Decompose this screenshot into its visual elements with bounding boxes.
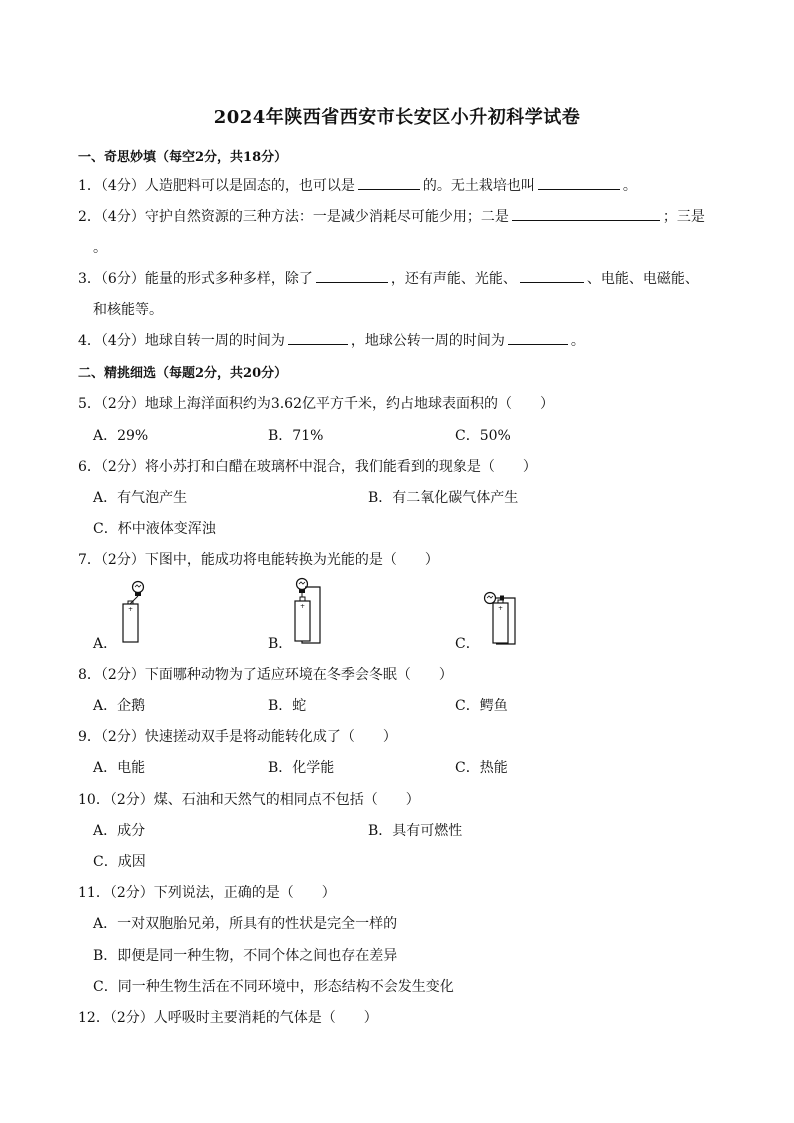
question-text: ，还有声能、光能、 bbox=[390, 271, 517, 287]
section-heading-fill-blank: 一、奇思妙填（每空2分，共18分） bbox=[78, 150, 288, 165]
option-a[interactable]: A．一对双胞胎兄弟，所具有的性状是完全一样的 bbox=[93, 916, 398, 932]
option-c[interactable]: C．50% bbox=[455, 428, 511, 444]
option-a[interactable]: A．电能 bbox=[93, 760, 146, 776]
question-10: 10．（2分）煤、石油和天然气的相同点不包括（ ） bbox=[78, 792, 420, 808]
question-text: 的。无土栽培也叫 bbox=[422, 178, 535, 194]
option-b[interactable]: B．71% bbox=[268, 428, 324, 444]
question-2 bbox=[78, 206, 705, 226]
question-text: 和核能等。 bbox=[93, 302, 163, 318]
option-b[interactable]: B．即便是同一种生物，不同个体之间也存在差异 bbox=[93, 948, 398, 964]
option-b[interactable]: B．具有可燃性 bbox=[368, 823, 463, 839]
question-2-continued bbox=[93, 237, 107, 257]
option-c[interactable]: C．同一种生物生活在不同环境中，形态结构不会发生变化 bbox=[93, 979, 454, 995]
exam-title: 2024年陕西省西安市长安区小升初科学试卷 bbox=[213, 107, 581, 128]
answer-blank[interactable] bbox=[288, 330, 348, 345]
option-c[interactable]: C．鳄鱼 bbox=[455, 698, 508, 714]
option-a[interactable]: A．成分 bbox=[93, 823, 146, 839]
option-a[interactable]: A．有气泡产生 bbox=[93, 490, 188, 506]
question-text: ，地球公转一周的时间为 bbox=[350, 333, 505, 349]
option-c[interactable]: C．热能 bbox=[455, 760, 508, 776]
option-a[interactable]: A． bbox=[93, 636, 118, 652]
question-6: 6．（2分）将小苏打和白醋在玻璃杯中混合，我们能看到的现象是（ ） bbox=[78, 459, 537, 475]
question-text: 。 bbox=[622, 178, 637, 194]
circuit-diagram-b bbox=[290, 575, 326, 645]
answer-blank[interactable] bbox=[508, 330, 568, 345]
question-text: 。 bbox=[93, 240, 107, 256]
option-c[interactable]: C．杯中液体变浑浊 bbox=[93, 521, 216, 537]
question-5: 5．（2分）地球上海洋面积约为3.62亿平方千米，约占地球表面积的（ ） bbox=[78, 396, 554, 412]
answer-blank[interactable] bbox=[512, 206, 660, 221]
question-3 bbox=[78, 268, 699, 288]
svg-text:+: + bbox=[497, 605, 504, 612]
svg-text:+: + bbox=[299, 603, 306, 610]
question-text: 4．（4分）地球自转一周的时间为 bbox=[78, 333, 285, 349]
option-b[interactable]: B．有二氧化碳气体产生 bbox=[368, 490, 519, 506]
option-b[interactable]: B．蛇 bbox=[268, 698, 307, 714]
question-text: ；三是 bbox=[662, 209, 705, 225]
question-text: 1．（4分）人造肥料可以是固态的，也可以是 bbox=[78, 178, 355, 194]
question-8: 8．（2分）下面哪种动物为了适应环境在冬季会冬眠（ ） bbox=[78, 667, 453, 683]
question-3-continued bbox=[93, 299, 163, 319]
answer-blank[interactable] bbox=[520, 268, 584, 283]
option-a[interactable]: A．企鹅 bbox=[93, 698, 146, 714]
option-c[interactable]: C． bbox=[455, 636, 480, 652]
question-9: 9．（2分）快速搓动双手是将动能转化成了（ ） bbox=[78, 729, 397, 745]
section-heading-multiple-choice: 二、精挑细选（每题2分，共20分） bbox=[78, 366, 288, 381]
question-1 bbox=[78, 175, 637, 195]
option-b[interactable]: B．化学能 bbox=[268, 760, 335, 776]
circuit-diagram-a bbox=[118, 578, 148, 644]
question-4 bbox=[78, 330, 585, 350]
answer-blank[interactable] bbox=[358, 175, 420, 190]
question-text: 、电能、电磁能、 bbox=[586, 271, 699, 287]
question-11: 11．（2分）下列说法，正确的是（ ） bbox=[78, 885, 336, 901]
question-12: 12．（2分）人呼吸时主要消耗的气体是（ ） bbox=[78, 1010, 378, 1026]
question-text: 。 bbox=[570, 333, 585, 349]
answer-blank[interactable] bbox=[538, 175, 620, 190]
svg-text:+: + bbox=[127, 606, 134, 613]
question-7: 7．（2分）下图中，能成功将电能转换为光能的是（ ） bbox=[78, 552, 439, 568]
option-b[interactable]: B． bbox=[268, 636, 293, 652]
answer-blank[interactable] bbox=[316, 268, 388, 283]
circuit-diagram-c bbox=[482, 590, 522, 646]
option-a[interactable]: A．29% bbox=[93, 428, 149, 444]
question-text: 2．（4分）守护自然资源的三种方法：一是减少消耗尽可能少用；二是 bbox=[78, 209, 509, 225]
option-c[interactable]: C．成因 bbox=[93, 854, 146, 870]
question-text: 3．（6分）能量的形式多种多样，除了 bbox=[78, 271, 313, 287]
